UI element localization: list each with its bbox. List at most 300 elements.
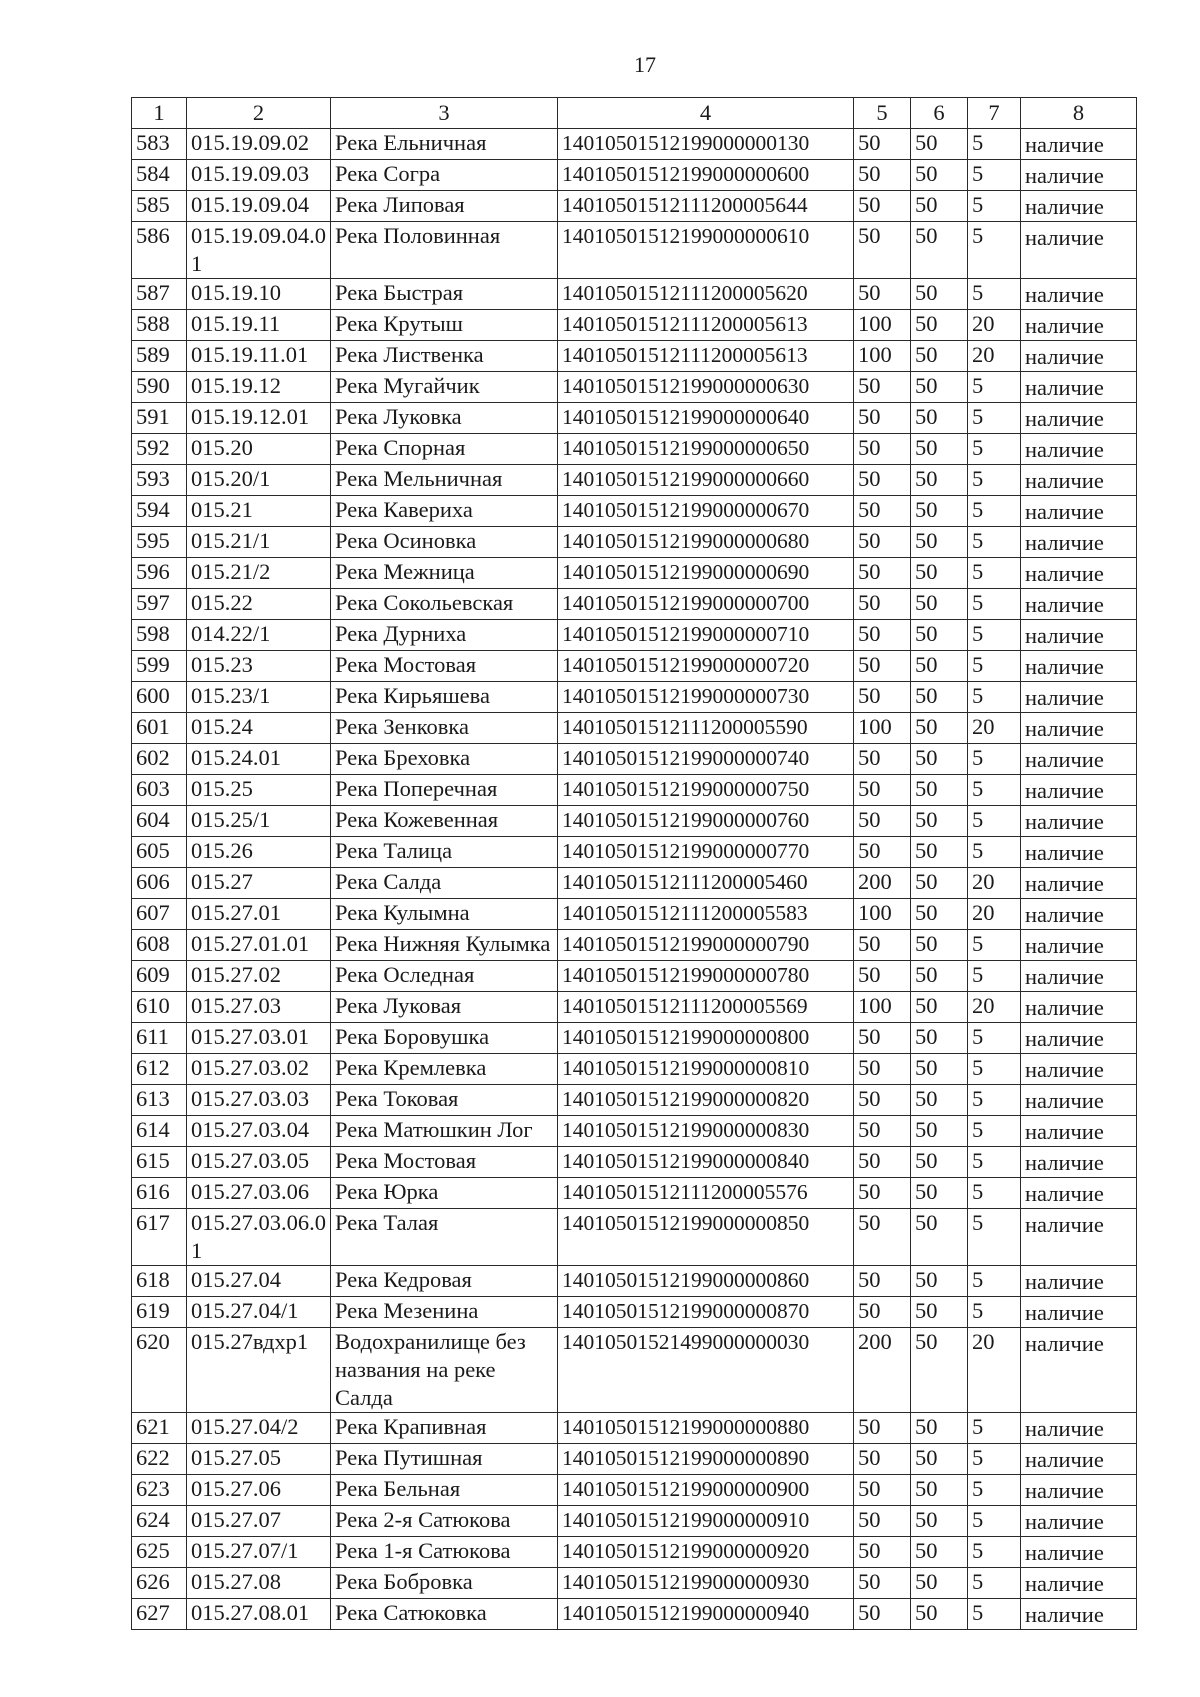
cell-registry-code: 14010501512199000000870 bbox=[558, 1297, 854, 1328]
cell-object-name: Река Крутыш bbox=[331, 310, 558, 341]
cell-registry-code: 14010501512199000000630 bbox=[558, 372, 854, 403]
cell-status: наличие bbox=[1021, 1023, 1137, 1054]
table-row bbox=[132, 775, 1137, 806]
cell-object-name: Река Кремлевка bbox=[331, 1054, 558, 1085]
cell-strip-value: 5 bbox=[968, 589, 1021, 620]
cell-row-number: 601 bbox=[132, 713, 187, 744]
cell-registry-code: 14010501512199000000800 bbox=[558, 1023, 854, 1054]
cell-status: наличие bbox=[1021, 713, 1137, 744]
cell-basin-code: 015.27вдхр1 bbox=[187, 1328, 331, 1413]
cell-width-value: 100 bbox=[854, 899, 911, 930]
cell-registry-code: 14010501512199000000680 bbox=[558, 527, 854, 558]
cell-basin-code: 015.27.03.06.01 bbox=[187, 1209, 331, 1266]
cell-registry-code: 14010501512199000000600 bbox=[558, 160, 854, 191]
header-cell-6: 6 bbox=[911, 98, 968, 129]
cell-basin-code: 015.19.09.04 bbox=[187, 191, 331, 222]
cell-status: наличие bbox=[1021, 222, 1137, 279]
cell-strip-value: 5 bbox=[968, 1568, 1021, 1599]
table-row bbox=[132, 1413, 1137, 1444]
cell-registry-code: 14010501512111200005576 bbox=[558, 1178, 854, 1209]
cell-registry-code: 14010501512199000000670 bbox=[558, 496, 854, 527]
cell-width-value: 50 bbox=[854, 191, 911, 222]
cell-status: наличие bbox=[1021, 1178, 1137, 1209]
cell-width-value: 50 bbox=[854, 1444, 911, 1475]
cell-strip-value: 5 bbox=[968, 1297, 1021, 1328]
cell-status: наличие bbox=[1021, 465, 1137, 496]
cell-status: наличие bbox=[1021, 558, 1137, 589]
table-row bbox=[132, 1178, 1137, 1209]
cell-basin-code: 015.27.05 bbox=[187, 1444, 331, 1475]
table-row bbox=[132, 1023, 1137, 1054]
cell-zone-value: 50 bbox=[911, 1599, 968, 1630]
cell-row-number: 618 bbox=[132, 1266, 187, 1297]
cell-row-number: 598 bbox=[132, 620, 187, 651]
cell-width-value: 50 bbox=[854, 160, 911, 191]
cell-registry-code: 14010501512199000000720 bbox=[558, 651, 854, 682]
cell-row-number: 627 bbox=[132, 1599, 187, 1630]
cell-width-value: 50 bbox=[854, 1178, 911, 1209]
cell-zone-value: 50 bbox=[911, 837, 968, 868]
cell-width-value: 50 bbox=[854, 589, 911, 620]
table-row bbox=[132, 1537, 1137, 1568]
cell-zone-value: 50 bbox=[911, 620, 968, 651]
page-number: 17 bbox=[634, 52, 656, 77]
cell-zone-value: 50 bbox=[911, 465, 968, 496]
cell-width-value: 50 bbox=[854, 961, 911, 992]
cell-status: наличие bbox=[1021, 868, 1137, 899]
cell-registry-code: 14010501512199000000130 bbox=[558, 129, 854, 160]
cell-width-value: 50 bbox=[854, 1209, 911, 1266]
cell-strip-value: 5 bbox=[968, 837, 1021, 868]
table-row bbox=[132, 992, 1137, 1023]
cell-status: наличие bbox=[1021, 341, 1137, 372]
cell-zone-value: 50 bbox=[911, 1297, 968, 1328]
cell-strip-value: 5 bbox=[968, 1085, 1021, 1116]
cell-object-name: Река 2-я Сатюкова bbox=[331, 1506, 558, 1537]
cell-basin-code: 015.21/1 bbox=[187, 527, 331, 558]
cell-row-number: 622 bbox=[132, 1444, 187, 1475]
cell-object-name: Река Осиновка bbox=[331, 527, 558, 558]
cell-width-value: 50 bbox=[854, 1297, 911, 1328]
table-row bbox=[132, 403, 1137, 434]
cell-strip-value: 5 bbox=[968, 1054, 1021, 1085]
cell-object-name: Река Матюшкин Лог bbox=[331, 1116, 558, 1147]
cell-zone-value: 50 bbox=[911, 1178, 968, 1209]
table-row bbox=[132, 651, 1137, 682]
cell-width-value: 50 bbox=[854, 372, 911, 403]
cell-registry-code: 14010501512199000000750 bbox=[558, 775, 854, 806]
cell-width-value: 50 bbox=[854, 837, 911, 868]
table-row bbox=[132, 589, 1137, 620]
cell-basin-code: 015.27.03.06 bbox=[187, 1178, 331, 1209]
cell-zone-value: 50 bbox=[911, 1147, 968, 1178]
cell-registry-code: 14010501512111200005569 bbox=[558, 992, 854, 1023]
cell-zone-value: 50 bbox=[911, 713, 968, 744]
header-cell-8: 8 bbox=[1021, 98, 1137, 129]
cell-status: наличие bbox=[1021, 1266, 1137, 1297]
table-row bbox=[132, 191, 1137, 222]
cell-width-value: 50 bbox=[854, 527, 911, 558]
cell-strip-value: 5 bbox=[968, 403, 1021, 434]
cell-status: наличие bbox=[1021, 372, 1137, 403]
cell-registry-code: 14010501512199000000650 bbox=[558, 434, 854, 465]
table-row bbox=[132, 930, 1137, 961]
table-row bbox=[132, 160, 1137, 191]
cell-zone-value: 50 bbox=[911, 1537, 968, 1568]
cell-basin-code: 015.27.01 bbox=[187, 899, 331, 930]
cell-object-name: Река Мостовая bbox=[331, 1147, 558, 1178]
cell-basin-code: 015.24.01 bbox=[187, 744, 331, 775]
cell-object-name: Река Нижняя Кулымка bbox=[331, 930, 558, 961]
cell-registry-code: 14010501512199000000790 bbox=[558, 930, 854, 961]
cell-status: наличие bbox=[1021, 620, 1137, 651]
cell-basin-code: 015.27.02 bbox=[187, 961, 331, 992]
cell-object-name: Река Ельничная bbox=[331, 129, 558, 160]
cell-status: наличие bbox=[1021, 1297, 1137, 1328]
cell-basin-code: 015.19.09.02 bbox=[187, 129, 331, 160]
cell-width-value: 200 bbox=[854, 868, 911, 899]
cell-object-name: Река Юрка bbox=[331, 1178, 558, 1209]
cell-basin-code: 015.27.04/1 bbox=[187, 1297, 331, 1328]
cell-object-name: Река Бреховка bbox=[331, 744, 558, 775]
cell-object-name: Река Сатюковка bbox=[331, 1599, 558, 1630]
cell-object-name: Река Кедровая bbox=[331, 1266, 558, 1297]
cell-registry-code: 14010501512199000000700 bbox=[558, 589, 854, 620]
cell-object-name: Река Бобровка bbox=[331, 1568, 558, 1599]
cell-object-name: Река Луковая bbox=[331, 992, 558, 1023]
table-row bbox=[132, 129, 1137, 160]
table-row bbox=[132, 837, 1137, 868]
cell-registry-code: 14010501512199000000780 bbox=[558, 961, 854, 992]
cell-object-name: Река Межница bbox=[331, 558, 558, 589]
cell-basin-code: 015.19.09.04.01 bbox=[187, 222, 331, 279]
cell-basin-code: 015.21 bbox=[187, 496, 331, 527]
cell-strip-value: 5 bbox=[968, 372, 1021, 403]
cell-strip-value: 5 bbox=[968, 775, 1021, 806]
table-row bbox=[132, 1085, 1137, 1116]
cell-status: наличие bbox=[1021, 191, 1137, 222]
cell-zone-value: 50 bbox=[911, 589, 968, 620]
cell-strip-value: 20 bbox=[968, 310, 1021, 341]
cell-basin-code: 015.27.07 bbox=[187, 1506, 331, 1537]
table-row bbox=[132, 961, 1137, 992]
cell-status: наличие bbox=[1021, 1328, 1137, 1413]
cell-status: наличие bbox=[1021, 1599, 1137, 1630]
cell-strip-value: 5 bbox=[968, 1475, 1021, 1506]
table-row bbox=[132, 713, 1137, 744]
cell-object-name: Река Мельничная bbox=[331, 465, 558, 496]
cell-basin-code: 015.25 bbox=[187, 775, 331, 806]
cell-strip-value: 5 bbox=[968, 1413, 1021, 1444]
cell-width-value: 50 bbox=[854, 806, 911, 837]
cell-zone-value: 50 bbox=[911, 744, 968, 775]
cell-row-number: 623 bbox=[132, 1475, 187, 1506]
cell-width-value: 50 bbox=[854, 1568, 911, 1599]
table-row bbox=[132, 496, 1137, 527]
cell-row-number: 594 bbox=[132, 496, 187, 527]
cell-registry-code: 14010501512199000000710 bbox=[558, 620, 854, 651]
cell-object-name: Река Оследная bbox=[331, 961, 558, 992]
cell-status: наличие bbox=[1021, 682, 1137, 713]
header-cell-1: 1 bbox=[132, 98, 187, 129]
cell-row-number: 613 bbox=[132, 1085, 187, 1116]
cell-object-name: Река Бельная bbox=[331, 1475, 558, 1506]
cell-status: наличие bbox=[1021, 961, 1137, 992]
cell-basin-code: 015.20/1 bbox=[187, 465, 331, 496]
cell-width-value: 50 bbox=[854, 1023, 911, 1054]
cell-basin-code: 015.19.11 bbox=[187, 310, 331, 341]
cell-registry-code: 14010501512199000000940 bbox=[558, 1599, 854, 1630]
cell-registry-code: 14010501512111200005460 bbox=[558, 868, 854, 899]
cell-zone-value: 50 bbox=[911, 651, 968, 682]
cell-registry-code: 14010501512199000000850 bbox=[558, 1209, 854, 1266]
cell-zone-value: 50 bbox=[911, 961, 968, 992]
cell-basin-code: 015.19.12 bbox=[187, 372, 331, 403]
table-row bbox=[132, 1568, 1137, 1599]
cell-zone-value: 50 bbox=[911, 1413, 968, 1444]
cell-row-number: 591 bbox=[132, 403, 187, 434]
cell-strip-value: 5 bbox=[968, 160, 1021, 191]
cell-zone-value: 50 bbox=[911, 1054, 968, 1085]
cell-basin-code: 015.19.10 bbox=[187, 279, 331, 310]
table-row bbox=[132, 372, 1137, 403]
cell-width-value: 50 bbox=[854, 1475, 911, 1506]
cell-width-value: 50 bbox=[854, 744, 911, 775]
cell-row-number: 621 bbox=[132, 1413, 187, 1444]
cell-strip-value: 5 bbox=[968, 1537, 1021, 1568]
cell-basin-code: 015.27.03.03 bbox=[187, 1085, 331, 1116]
cell-row-number: 584 bbox=[132, 160, 187, 191]
cell-width-value: 50 bbox=[854, 496, 911, 527]
cell-status: наличие bbox=[1021, 744, 1137, 775]
cell-registry-code: 14010501512199000000900 bbox=[558, 1475, 854, 1506]
cell-width-value: 100 bbox=[854, 341, 911, 372]
cell-registry-code: 14010501512199000000880 bbox=[558, 1413, 854, 1444]
cell-width-value: 50 bbox=[854, 1599, 911, 1630]
cell-zone-value: 50 bbox=[911, 527, 968, 558]
cell-row-number: 600 bbox=[132, 682, 187, 713]
cell-object-name: Река Кулымна bbox=[331, 899, 558, 930]
cell-registry-code: 14010501512199000000690 bbox=[558, 558, 854, 589]
cell-strip-value: 5 bbox=[968, 1116, 1021, 1147]
cell-basin-code: 015.27.03.01 bbox=[187, 1023, 331, 1054]
cell-zone-value: 50 bbox=[911, 930, 968, 961]
cell-status: наличие bbox=[1021, 1413, 1137, 1444]
cell-strip-value: 20 bbox=[968, 341, 1021, 372]
cell-row-number: 605 bbox=[132, 837, 187, 868]
cell-strip-value: 5 bbox=[968, 1147, 1021, 1178]
cell-zone-value: 50 bbox=[911, 222, 968, 279]
cell-zone-value: 50 bbox=[911, 1116, 968, 1147]
cell-registry-code: 14010501512199000000740 bbox=[558, 744, 854, 775]
cell-zone-value: 50 bbox=[911, 1266, 968, 1297]
cell-basin-code: 015.27.08.01 bbox=[187, 1599, 331, 1630]
cell-row-number: 610 bbox=[132, 992, 187, 1023]
cell-basin-code: 015.27.03 bbox=[187, 992, 331, 1023]
cell-zone-value: 50 bbox=[911, 434, 968, 465]
table-row bbox=[132, 1506, 1137, 1537]
cell-registry-code: 14010501512111200005590 bbox=[558, 713, 854, 744]
cell-zone-value: 50 bbox=[911, 496, 968, 527]
cell-row-number: 619 bbox=[132, 1297, 187, 1328]
cell-status: наличие bbox=[1021, 403, 1137, 434]
table-row bbox=[132, 682, 1137, 713]
cell-registry-code: 14010501512111200005644 bbox=[558, 191, 854, 222]
cell-strip-value: 5 bbox=[968, 806, 1021, 837]
cell-status: наличие bbox=[1021, 1085, 1137, 1116]
cell-strip-value: 5 bbox=[968, 527, 1021, 558]
cell-row-number: 624 bbox=[132, 1506, 187, 1537]
header-cell-7: 7 bbox=[968, 98, 1021, 129]
cell-width-value: 50 bbox=[854, 1537, 911, 1568]
table-row bbox=[132, 558, 1137, 589]
cell-row-number: 583 bbox=[132, 129, 187, 160]
cell-status: наличие bbox=[1021, 1568, 1137, 1599]
cell-basin-code: 015.21/2 bbox=[187, 558, 331, 589]
cell-object-name: Река Салда bbox=[331, 868, 558, 899]
cell-width-value: 50 bbox=[854, 465, 911, 496]
cell-basin-code: 015.26 bbox=[187, 837, 331, 868]
cell-zone-value: 50 bbox=[911, 372, 968, 403]
cell-object-name: Река Половинная bbox=[331, 222, 558, 279]
cell-row-number: 625 bbox=[132, 1537, 187, 1568]
cell-status: наличие bbox=[1021, 1116, 1137, 1147]
cell-registry-code: 14010501512199000000830 bbox=[558, 1116, 854, 1147]
cell-basin-code: 015.27.04/2 bbox=[187, 1413, 331, 1444]
cell-basin-code: 015.27.04 bbox=[187, 1266, 331, 1297]
cell-strip-value: 20 bbox=[968, 868, 1021, 899]
cell-row-number: 602 bbox=[132, 744, 187, 775]
cell-object-name: Река Мостовая bbox=[331, 651, 558, 682]
cell-zone-value: 50 bbox=[911, 129, 968, 160]
table-row bbox=[132, 434, 1137, 465]
cell-row-number: 617 bbox=[132, 1209, 187, 1266]
table-row bbox=[132, 1266, 1137, 1297]
cell-basin-code: 015.24 bbox=[187, 713, 331, 744]
cell-object-name: Река Поперечная bbox=[331, 775, 558, 806]
cell-width-value: 50 bbox=[854, 682, 911, 713]
cell-zone-value: 50 bbox=[911, 682, 968, 713]
cell-status: наличие bbox=[1021, 775, 1137, 806]
cell-object-name: Река Спорная bbox=[331, 434, 558, 465]
cell-basin-code: 014.22/1 bbox=[187, 620, 331, 651]
cell-width-value: 50 bbox=[854, 434, 911, 465]
cell-object-name: Река Луковка bbox=[331, 403, 558, 434]
cell-status: наличие bbox=[1021, 1444, 1137, 1475]
cell-strip-value: 5 bbox=[968, 279, 1021, 310]
cell-zone-value: 50 bbox=[911, 899, 968, 930]
cell-zone-value: 50 bbox=[911, 1209, 968, 1266]
table-row bbox=[132, 1475, 1137, 1506]
cell-object-name: Водохранилище без названия на реке Салда bbox=[331, 1328, 558, 1413]
cell-registry-code: 14010501512199000000660 bbox=[558, 465, 854, 496]
cell-row-number: 616 bbox=[132, 1178, 187, 1209]
cell-object-name: Река Зенковка bbox=[331, 713, 558, 744]
table-row bbox=[132, 899, 1137, 930]
cell-registry-code: 14010501512199000000930 bbox=[558, 1568, 854, 1599]
cell-basin-code: 015.25/1 bbox=[187, 806, 331, 837]
cell-registry-code: 14010501512111200005613 bbox=[558, 341, 854, 372]
cell-strip-value: 5 bbox=[968, 682, 1021, 713]
cell-registry-code: 14010501512199000000760 bbox=[558, 806, 854, 837]
cell-object-name: Река Мугайчик bbox=[331, 372, 558, 403]
cell-row-number: 590 bbox=[132, 372, 187, 403]
cell-registry-code: 14010501512199000000810 bbox=[558, 1054, 854, 1085]
cell-strip-value: 5 bbox=[968, 1444, 1021, 1475]
table-row bbox=[132, 310, 1137, 341]
cell-width-value: 50 bbox=[854, 1085, 911, 1116]
cell-registry-code: 14010501512199000000730 bbox=[558, 682, 854, 713]
cell-basin-code: 015.20 bbox=[187, 434, 331, 465]
cell-basin-code: 015.23 bbox=[187, 651, 331, 682]
cell-width-value: 50 bbox=[854, 222, 911, 279]
cell-registry-code: 14010501512199000000770 bbox=[558, 837, 854, 868]
cell-zone-value: 50 bbox=[911, 191, 968, 222]
cell-basin-code: 015.27.03.05 bbox=[187, 1147, 331, 1178]
cell-width-value: 50 bbox=[854, 775, 911, 806]
cell-width-value: 200 bbox=[854, 1328, 911, 1413]
cell-row-number: 614 bbox=[132, 1116, 187, 1147]
cell-basin-code: 015.19.11.01 bbox=[187, 341, 331, 372]
cell-basin-code: 015.19.12.01 bbox=[187, 403, 331, 434]
cell-row-number: 592 bbox=[132, 434, 187, 465]
cell-registry-code: 14010501512199000000890 bbox=[558, 1444, 854, 1475]
cell-width-value: 50 bbox=[854, 558, 911, 589]
cell-width-value: 50 bbox=[854, 930, 911, 961]
cell-registry-code: 14010501521499000000030 bbox=[558, 1328, 854, 1413]
cell-status: наличие bbox=[1021, 589, 1137, 620]
cell-status: наличие bbox=[1021, 1475, 1137, 1506]
cell-row-number: 608 bbox=[132, 930, 187, 961]
cell-zone-value: 50 bbox=[911, 992, 968, 1023]
table-row bbox=[132, 744, 1137, 775]
cell-width-value: 50 bbox=[854, 1116, 911, 1147]
cell-strip-value: 5 bbox=[968, 191, 1021, 222]
cell-width-value: 50 bbox=[854, 1413, 911, 1444]
table-row bbox=[132, 465, 1137, 496]
cell-basin-code: 015.19.09.03 bbox=[187, 160, 331, 191]
header-cell-2: 2 bbox=[187, 98, 331, 129]
table-row bbox=[132, 1116, 1137, 1147]
cell-strip-value: 5 bbox=[968, 744, 1021, 775]
table-row bbox=[132, 527, 1137, 558]
cell-width-value: 50 bbox=[854, 129, 911, 160]
cell-object-name: Река Мезенина bbox=[331, 1297, 558, 1328]
cell-row-number: 604 bbox=[132, 806, 187, 837]
cell-zone-value: 50 bbox=[911, 279, 968, 310]
cell-status: наличие bbox=[1021, 930, 1137, 961]
cell-registry-code: 14010501512199000000910 bbox=[558, 1506, 854, 1537]
cell-object-name: Река Согра bbox=[331, 160, 558, 191]
cell-strip-value: 20 bbox=[968, 899, 1021, 930]
cell-registry-code: 14010501512199000000640 bbox=[558, 403, 854, 434]
cell-zone-value: 50 bbox=[911, 775, 968, 806]
cell-status: наличие bbox=[1021, 1147, 1137, 1178]
cell-status: наличие bbox=[1021, 992, 1137, 1023]
cell-basin-code: 015.27.03.04 bbox=[187, 1116, 331, 1147]
cell-status: наличие bbox=[1021, 899, 1137, 930]
table-row bbox=[132, 1297, 1137, 1328]
cell-row-number: 595 bbox=[132, 527, 187, 558]
cell-object-name: Река Кожевенная bbox=[331, 806, 558, 837]
cell-basin-code: 015.23/1 bbox=[187, 682, 331, 713]
table-row bbox=[132, 868, 1137, 899]
cell-row-number: 612 bbox=[132, 1054, 187, 1085]
header-row bbox=[132, 98, 1137, 129]
table-row bbox=[132, 1147, 1137, 1178]
cell-strip-value: 20 bbox=[968, 1328, 1021, 1413]
cell-zone-value: 50 bbox=[911, 403, 968, 434]
